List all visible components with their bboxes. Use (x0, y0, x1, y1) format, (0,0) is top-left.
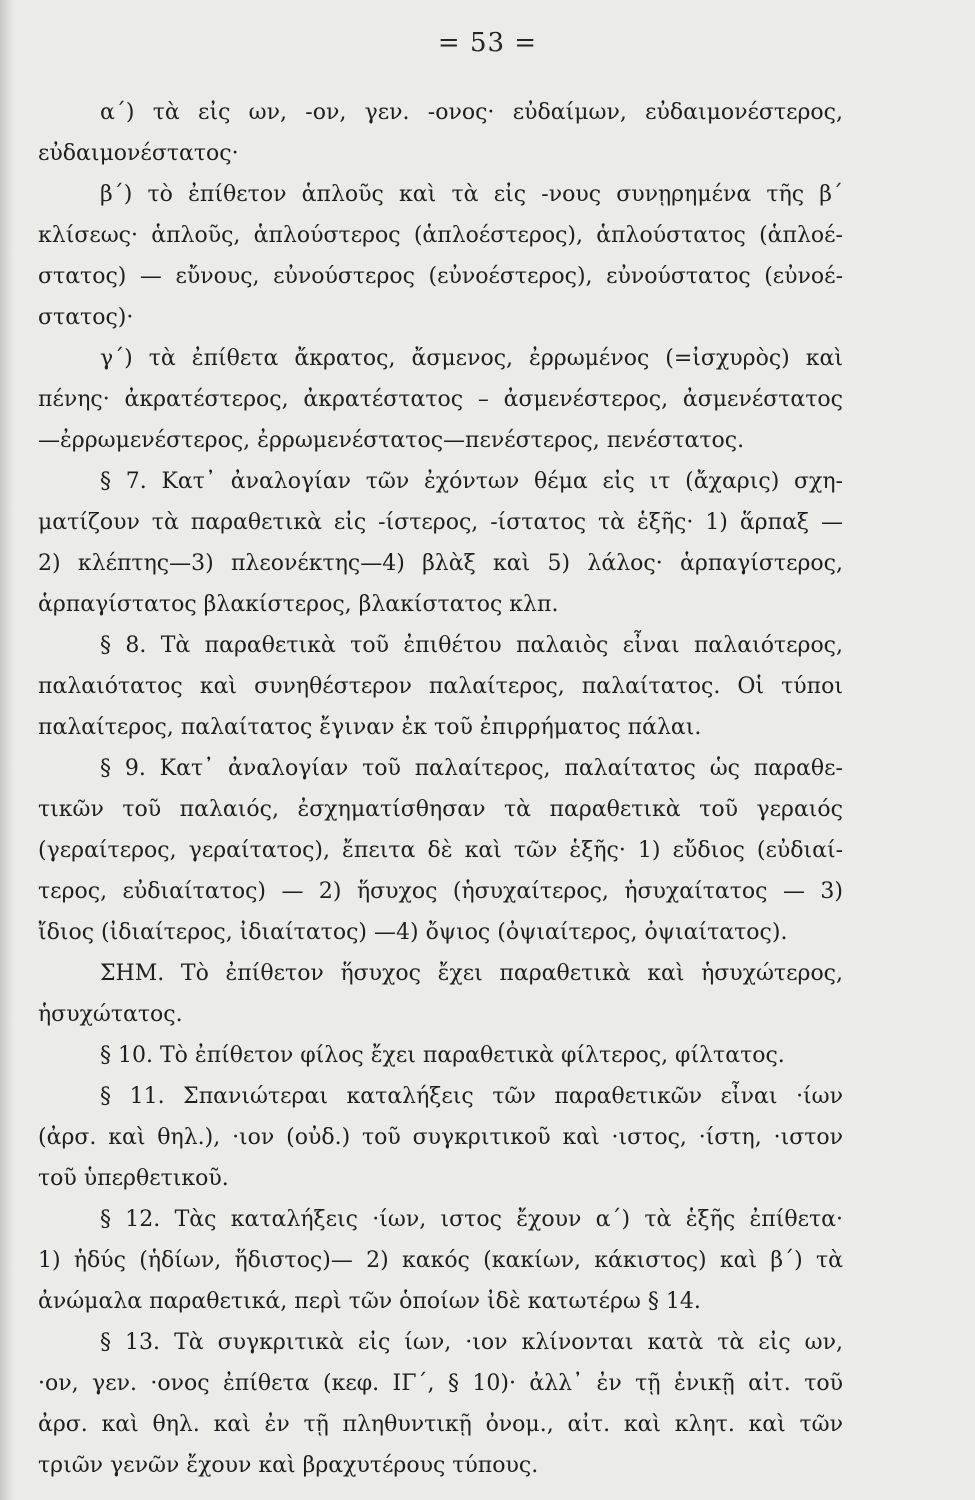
text-line-10: § 7. Κατ᾿ ἀναλογίαν τῶν ἐχόντων θέμα εἰς ιτ (ἄχαρις) σχη- (100, 469, 843, 494)
text-line-13: ἁρπαγίστατος βλακίστερος, βλακίστατος κλπ. (38, 592, 559, 617)
text-line-20: τερος, εὐδιαίτατος) — 2) ἥσυχος (ἡσυχαίτερος, ἡσυχαίτατος — 3) (38, 879, 843, 904)
text-line-33: ἀρσ. καὶ θηλ. καὶ ἐν τῇ πληθυντικῇ ὀνομ., αἰτ. καὶ κλητ. καὶ τῶν (38, 1412, 843, 1437)
text-line-19: (γεραίτερος, γεραίτατος), ἔπειτα δὲ καὶ τῶν ἑξῆς· 1) εὔδιος (εὐδιαί- (38, 838, 843, 863)
text-line-11: ματίζουν τὰ παραθετικὰ εἰς -ίστερος, -ίστατος τὰ ἑξῆς· 1) ἅρπαξ — (38, 510, 843, 535)
text-line-22: ΣΗΜ. Τὸ ἐπίθετον ἥσυχος ἔχει παραθετικὰ καὶ ἡσυχώτερος, (100, 961, 843, 986)
text-line-25: § 11. Σπανιώτεραι καταλήξεις τῶν παραθετικῶν εἶναι ·ίων (100, 1084, 843, 1109)
text-line-7: γ΄) τὰ ἐπίθετα ἄκρατος, ἄσμενος, ἐρρωμένος (=ἰσχυρὸς) καὶ (100, 346, 843, 371)
text-line-17: § 9. Κατ᾿ ἀναλογίαν τοῦ παλαίτερος, παλαίτατος ὡς παραθε- (100, 756, 843, 781)
text-line-15: παλαιότατος καὶ συνηθέστερον παλαίτερος, παλαίτατος. Οἱ τύποι (38, 674, 843, 699)
text-line-21: ἴδιος (ἰδιαίτερος, ἰδιαίτατος) —4) ὄψιος (ὀψιαίτερος, ὀψιαίτατος). (38, 920, 788, 945)
text-line-26: (ἀρσ. καὶ θηλ.), ·ιον (οὐδ.) τοῦ συγκριτικοῦ καὶ ·ιστος, ·ίστη, ·ιστον (38, 1125, 843, 1150)
text-line-27: τοῦ ὑπερθετικοῦ. (38, 1166, 229, 1191)
page-number: = 53 = (437, 28, 538, 58)
text-line-23: ἡσυχώτατος. (38, 1002, 183, 1027)
text-line-5: στατος) — εὔνους, εὐνούστερος (εὐνοέστερος), εὐνούστατος (εὐνοέ- (38, 264, 843, 289)
text-line-28: § 12. Τὰς καταλήξεις ·ίων, ιστος ἔχουν α΄) τὰ ἑξῆς ἐπίθετα· (100, 1207, 843, 1232)
page-edge-shadow (0, 0, 14, 1500)
text-line-8: πένης· ἀκρατέστερος, ἀκρατέστατος – ἀσμενέστερος, ἀσμενέστατος (38, 387, 843, 412)
text-line-14: § 8. Τὰ παραθετικὰ τοῦ ἐπιθέτου παλαιὸς εἶναι παλαιότερος, (100, 633, 843, 658)
text-body (38, 92, 843, 1486)
text-line-2: εὐδαιμονέστατος· (38, 141, 239, 166)
text-line-29: 1) ἡδύς (ἡδίων, ἥδιστος)— 2) κακός (κακίων, κάκιστος) καὶ β΄) τὰ (38, 1248, 843, 1273)
text-line-6: στατος)· (38, 305, 134, 330)
text-line-30: ἀνώμαλα παραθετικά, περὶ τῶν ὁποίων ἰδὲ κατωτέρω § 14. (38, 1289, 701, 1314)
text-line-18: τικῶν τοῦ παλαιός, ἐσχηματίσθησαν τὰ παραθετικὰ τοῦ γεραιός (38, 797, 843, 822)
text-line-24: § 10. Τὸ ἐπίθετον φίλος ἔχει παραθετικὰ φίλτερος, φίλτατος. (100, 1043, 785, 1068)
text-line-4: κλίσεως· ἁπλοῦς, ἁπλούστερος (ἁπλοέστερος), ἁπλούστατος (ἁπλοέ- (38, 223, 843, 248)
text-line-1: α΄) τὰ εἰς ων, -ον, γεν. -ονος· εὐδαίμων, εὐδαιμονέστερος, (100, 100, 843, 125)
text-line-31: § 13. Τὰ συγκριτικὰ εἰς ίων, ·ιον κλίνονται κατὰ τὰ εἰς ων, (100, 1330, 843, 1355)
text-line-3: β΄) τὸ ἐπίθετον ἁπλοῦς καὶ τὰ εἰς -νους συνῃρημένα τῆς β΄ (100, 182, 843, 207)
text-line-34: τριῶν γενῶν ἔχουν καὶ βραχυτέρους τύπους. (38, 1453, 539, 1478)
text-line-9: —ἐρρωμενέστερος, ἐρρωμενέστατος—πενέστερος, πενέστατος. (38, 428, 745, 453)
text-line-32: ·ον, γεν. ·ονος ἐπίθετα (κεφ. ΙΓ΄, § 10)· ἀλλ᾿ ἐν τῇ ἑνικῇ αἰτ. τοῦ (38, 1371, 843, 1396)
text-line-16: παλαίτερος, παλαίτατος ἔγιναν ἐκ τοῦ ἐπιρρήματος πάλαι. (38, 715, 702, 740)
text-line-12: 2) κλέπτης—3) πλεονέκτης—4) βλὰξ καὶ 5) λάλος· ἁρπαγίστερος, (38, 551, 843, 576)
